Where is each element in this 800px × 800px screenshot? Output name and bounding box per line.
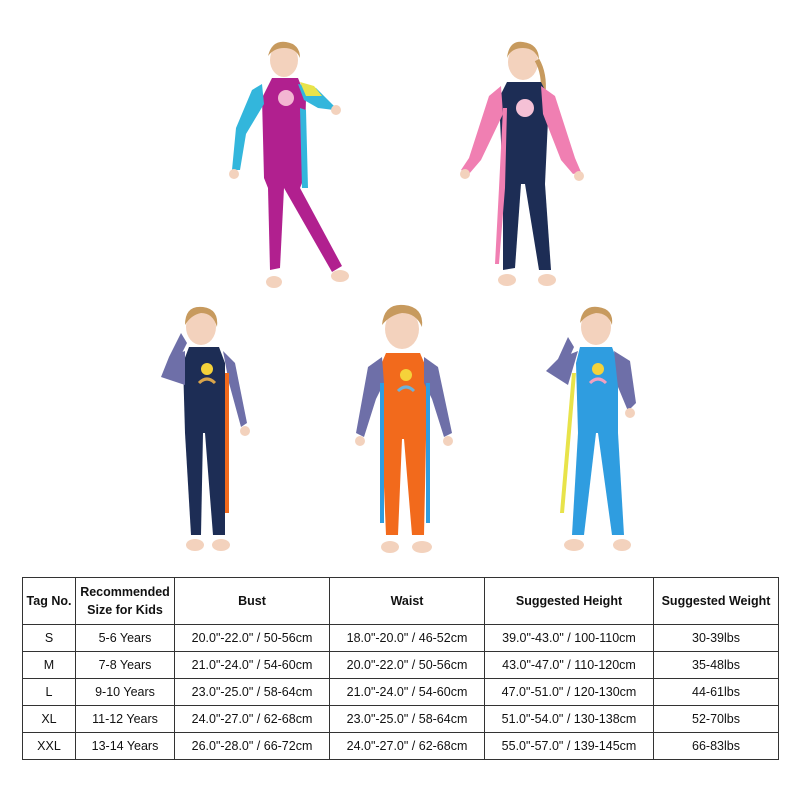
cell-tag: XL bbox=[23, 706, 76, 733]
table-row bbox=[23, 625, 779, 652]
table-header-row bbox=[23, 578, 779, 625]
header-tag-no: Tag No. bbox=[23, 578, 76, 625]
cell-height: 47.0"-51.0" / 120-130cm bbox=[485, 679, 654, 706]
table-row bbox=[23, 679, 779, 706]
cell-weight: 35-48lbs bbox=[654, 652, 779, 679]
cell-bust: 20.0"-22.0" / 50-56cm bbox=[175, 625, 330, 652]
cell-height: 55.0"-57.0" / 139-145cm bbox=[485, 733, 654, 760]
cell-weight: 66-83lbs bbox=[654, 733, 779, 760]
cell-tag: L bbox=[23, 679, 76, 706]
cell-age: 13-14 Years bbox=[76, 733, 175, 760]
header-recommended-size: Recommended Size for Kids bbox=[76, 578, 175, 625]
table-row bbox=[23, 706, 779, 733]
cell-tag: XXL bbox=[23, 733, 76, 760]
cell-bust: 23.0"-25.0" / 58-64cm bbox=[175, 679, 330, 706]
table-row bbox=[23, 652, 779, 679]
child-in-navy-floral-wetsuit bbox=[155, 303, 265, 563]
cell-waist: 20.0"-22.0" / 50-56cm bbox=[330, 652, 485, 679]
header-bust: Bust bbox=[175, 578, 330, 625]
cell-waist: 21.0"-24.0" / 54-60cm bbox=[330, 679, 485, 706]
cell-waist: 18.0"-20.0" / 46-52cm bbox=[330, 625, 485, 652]
size-chart-table bbox=[22, 577, 779, 760]
child-in-magenta-wetsuit bbox=[222, 38, 362, 298]
cell-height: 43.0"-47.0" / 110-120cm bbox=[485, 652, 654, 679]
cell-bust: 21.0"-24.0" / 54-60cm bbox=[175, 652, 330, 679]
cell-waist: 24.0"-27.0" / 62-68cm bbox=[330, 733, 485, 760]
cell-weight: 30-39lbs bbox=[654, 625, 779, 652]
cell-bust: 24.0"-27.0" / 62-68cm bbox=[175, 706, 330, 733]
child-in-orange-floral-wetsuit bbox=[348, 303, 468, 563]
header-suggested-weight: Suggested Weight bbox=[654, 578, 779, 625]
child-in-navy-pink-wetsuit bbox=[445, 38, 595, 298]
cell-age: 7-8 Years bbox=[76, 652, 175, 679]
cell-waist: 23.0"-25.0" / 58-64cm bbox=[330, 706, 485, 733]
cell-tag: M bbox=[23, 652, 76, 679]
cell-height: 51.0"-54.0" / 130-138cm bbox=[485, 706, 654, 733]
cell-age: 11-12 Years bbox=[76, 706, 175, 733]
header-suggested-height: Suggested Height bbox=[485, 578, 654, 625]
cell-tag: S bbox=[23, 625, 76, 652]
cell-weight: 52-70lbs bbox=[654, 706, 779, 733]
cell-age: 5-6 Years bbox=[76, 625, 175, 652]
cell-age: 9-10 Years bbox=[76, 679, 175, 706]
child-in-blue-floral-wetsuit bbox=[538, 303, 648, 563]
cell-height: 39.0"-43.0" / 100-110cm bbox=[485, 625, 654, 652]
cell-bust: 26.0"-28.0" / 66-72cm bbox=[175, 733, 330, 760]
cell-weight: 44-61lbs bbox=[654, 679, 779, 706]
table-row bbox=[23, 733, 779, 760]
header-waist: Waist bbox=[330, 578, 485, 625]
